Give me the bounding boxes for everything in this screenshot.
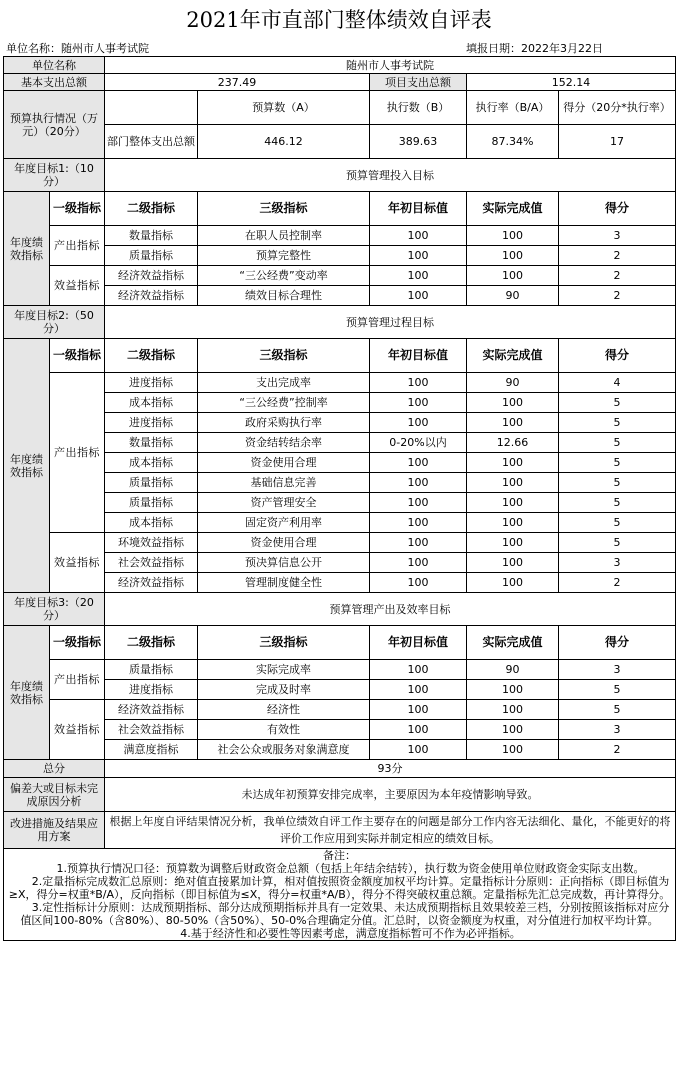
annual-performance-label: 年度绩效指标 bbox=[4, 339, 50, 593]
project-total-label: 项目支出总额 bbox=[370, 74, 467, 91]
level2-indicator: 质量指标 bbox=[105, 246, 198, 266]
unit-name-row bbox=[4, 57, 676, 74]
actual-value: 100 bbox=[467, 533, 559, 553]
indicator-row bbox=[4, 246, 676, 266]
actual-value: 100 bbox=[467, 573, 559, 593]
deviation-label: 偏差大或目标未完成原因分析 bbox=[4, 778, 105, 812]
score-value: 5 bbox=[559, 700, 676, 720]
header-score: 得分 bbox=[559, 626, 676, 660]
header-level3: 三级指标 bbox=[198, 192, 370, 226]
header-target: 年初目标值 bbox=[370, 626, 467, 660]
level1-indicator: 效益指标 bbox=[50, 700, 105, 760]
score-value: 2 bbox=[559, 740, 676, 760]
target-value: 100 bbox=[370, 286, 467, 306]
level3-indicator: 政府采购执行率 bbox=[198, 413, 370, 433]
level2-indicator: 质量指标 bbox=[105, 493, 198, 513]
level3-indicator: 固定资产利用率 bbox=[198, 513, 370, 533]
totals-row bbox=[4, 74, 676, 91]
indicator-row bbox=[4, 413, 676, 433]
score-value: 5 bbox=[559, 393, 676, 413]
indicator-row bbox=[4, 700, 676, 720]
header-level2: 二级指标 bbox=[105, 339, 198, 373]
budget-row-label: 部门整体支出总额 bbox=[105, 125, 198, 159]
level3-indicator: 完成及时率 bbox=[198, 680, 370, 700]
actual-value: 100 bbox=[467, 226, 559, 246]
level2-indicator: 成本指标 bbox=[105, 453, 198, 473]
indicator-row bbox=[4, 740, 676, 760]
level1-indicator: 产出指标 bbox=[50, 373, 105, 533]
basic-total-label: 基本支出总额 bbox=[4, 74, 105, 91]
level2-indicator: 进度指标 bbox=[105, 373, 198, 393]
goal-row bbox=[4, 159, 676, 192]
indicator-row bbox=[4, 513, 676, 533]
actual-value: 100 bbox=[467, 246, 559, 266]
level2-indicator: 进度指标 bbox=[105, 413, 198, 433]
goal-label: 年度目标3:（20分） bbox=[4, 593, 105, 626]
header-actual: 实际完成值 bbox=[467, 192, 559, 226]
actual-value: 100 bbox=[467, 453, 559, 473]
header-level1: 一级指标 bbox=[50, 626, 105, 660]
level3-indicator: 在职人员控制率 bbox=[198, 226, 370, 246]
header-target: 年初目标值 bbox=[370, 339, 467, 373]
goal-text: 预算管理产出及效率目标 bbox=[105, 593, 676, 626]
indicator-row bbox=[4, 660, 676, 680]
target-value: 100 bbox=[370, 700, 467, 720]
actual-value: 90 bbox=[467, 373, 559, 393]
header-actual: 实际完成值 bbox=[467, 339, 559, 373]
score-value: 3 bbox=[559, 660, 676, 680]
score-value: 5 bbox=[559, 433, 676, 453]
level3-indicator: 资产管理安全 bbox=[198, 493, 370, 513]
actual-value: 100 bbox=[467, 413, 559, 433]
goal-row bbox=[4, 306, 676, 339]
score-value: 2 bbox=[559, 286, 676, 306]
score-value: 5 bbox=[559, 473, 676, 493]
indicator-row bbox=[4, 493, 676, 513]
level2-indicator: 环境效益指标 bbox=[105, 533, 198, 553]
basic-total-value: 237.49 bbox=[105, 74, 370, 91]
target-value: 100 bbox=[370, 740, 467, 760]
header-actual: 实际完成值 bbox=[467, 626, 559, 660]
level3-indicator: 基础信息完善 bbox=[198, 473, 370, 493]
target-value: 100 bbox=[370, 680, 467, 700]
budget-header-row bbox=[4, 91, 676, 125]
budget-b: 389.63 bbox=[370, 125, 467, 159]
unit-name-label: 单位名称： bbox=[6, 42, 61, 55]
indicator-row bbox=[4, 453, 676, 473]
target-value: 100 bbox=[370, 246, 467, 266]
improvement-row bbox=[4, 812, 676, 849]
budget-a: 446.12 bbox=[198, 125, 370, 159]
actual-value: 90 bbox=[467, 660, 559, 680]
total-row bbox=[4, 760, 676, 778]
budget-col-rate: 执行率（B/A） bbox=[467, 91, 559, 125]
level2-indicator: 质量指标 bbox=[105, 660, 198, 680]
actual-value: 100 bbox=[467, 493, 559, 513]
annual-performance-label: 年度绩效指标 bbox=[4, 626, 50, 760]
indicator-row bbox=[4, 433, 676, 453]
total-value: 93分 bbox=[105, 760, 676, 778]
actual-value: 90 bbox=[467, 286, 559, 306]
page-title: 2021年市直部门整体绩效自评表 bbox=[186, 8, 492, 32]
score-value: 4 bbox=[559, 373, 676, 393]
score-value: 3 bbox=[559, 553, 676, 573]
level2-indicator: 社会效益指标 bbox=[105, 553, 198, 573]
score-value: 3 bbox=[559, 226, 676, 246]
target-value: 100 bbox=[370, 266, 467, 286]
score-value: 2 bbox=[559, 266, 676, 286]
actual-value: 100 bbox=[467, 393, 559, 413]
goal-row bbox=[4, 593, 676, 626]
note-item: 1.预算执行情况口径：预算数为调整后财政资金总额（包括上年结余结转），执行数为资金使用单位财政资金实际支出数。 bbox=[56, 862, 645, 875]
actual-value: 100 bbox=[467, 720, 559, 740]
budget-col-score: 得分（20分*执行率） bbox=[559, 91, 676, 125]
level2-indicator: 经济效益指标 bbox=[105, 286, 198, 306]
indicator-row bbox=[4, 373, 676, 393]
unit-name-cell-label: 单位名称 bbox=[4, 57, 105, 74]
budget-rate: 87.34% bbox=[467, 125, 559, 159]
score-value: 5 bbox=[559, 493, 676, 513]
level3-indicator: 资金使用合理 bbox=[198, 533, 370, 553]
header-score: 得分 bbox=[559, 339, 676, 373]
actual-value: 100 bbox=[467, 266, 559, 286]
indicator-row bbox=[4, 720, 676, 740]
target-value: 100 bbox=[370, 226, 467, 246]
target-value: 100 bbox=[370, 373, 467, 393]
budget-label: 预算执行情况（万元）（20分） bbox=[4, 91, 105, 159]
score-value: 2 bbox=[559, 573, 676, 593]
indicator-row bbox=[4, 553, 676, 573]
level2-indicator: 满意度指标 bbox=[105, 740, 198, 760]
level2-indicator: 数量指标 bbox=[105, 433, 198, 453]
improvement-label: 改进措施及结果应用方案 bbox=[4, 812, 105, 849]
note-item: 4.基于经济性和必要性等因素考虑，满意度指标暂可不作为必评指标。 bbox=[180, 927, 521, 940]
level1-indicator: 效益指标 bbox=[50, 533, 105, 593]
level2-indicator: 社会效益指标 bbox=[105, 720, 198, 740]
target-value: 100 bbox=[370, 533, 467, 553]
header-level3: 三级指标 bbox=[198, 339, 370, 373]
fill-date-line bbox=[466, 40, 603, 56]
level3-indicator: “三公经费”控制率 bbox=[198, 393, 370, 413]
target-value: 100 bbox=[370, 453, 467, 473]
target-value: 100 bbox=[370, 660, 467, 680]
budget-score: 17 bbox=[559, 125, 676, 159]
level1-indicator: 产出指标 bbox=[50, 660, 105, 700]
target-value: 100 bbox=[370, 720, 467, 740]
header-target: 年初目标值 bbox=[370, 192, 467, 226]
actual-value: 100 bbox=[467, 680, 559, 700]
score-value: 5 bbox=[559, 453, 676, 473]
budget-col-a: 预算数（A） bbox=[198, 91, 370, 125]
target-value: 100 bbox=[370, 513, 467, 533]
indicator-row bbox=[4, 226, 676, 246]
goal-label: 年度目标2:（50分） bbox=[4, 306, 105, 339]
level2-indicator: 数量指标 bbox=[105, 226, 198, 246]
level3-indicator: 有效性 bbox=[198, 720, 370, 740]
notes-label: 备注： bbox=[323, 849, 357, 862]
indicator-header-row bbox=[4, 339, 676, 373]
note-item: 3.定性指标计分原则：达成预期指标、部分达成预期指标并具有一定效果、未达成预期指标且效果较差三档，分别按照该指标对应分值区间100-80%（含80%）、80-50%（含50%）、50-0%合理确定分值。汇总时，以资金额度为权重，对分值进行加权平均计算。 bbox=[20, 901, 670, 927]
fill-date-value: 2022年3月22日 bbox=[521, 42, 603, 55]
note-item: 2.定量指标完成数汇总原则：绝对值直接累加计算，相对值按照资金额度加权平均计算。定量指标计分原则：正向指标（即目标值为≥X，得分=权重*B/A），反向指标（即目标值为≤X，得分=权重*A/B），得分不得突破权重总额。定量指标先汇总完成数，再计算得分。 bbox=[8, 875, 671, 901]
score-value: 5 bbox=[559, 513, 676, 533]
goal-label: 年度目标1:（10分） bbox=[4, 159, 105, 192]
unit-name-value: 随州市人事考试院 bbox=[61, 42, 149, 55]
indicator-row bbox=[4, 266, 676, 286]
indicator-row bbox=[4, 680, 676, 700]
total-label: 总分 bbox=[4, 760, 105, 778]
score-value: 5 bbox=[559, 413, 676, 433]
header-level2: 二级指标 bbox=[105, 192, 198, 226]
indicator-row bbox=[4, 533, 676, 553]
level3-indicator: 支出完成率 bbox=[198, 373, 370, 393]
level3-indicator: 资金结转结余率 bbox=[198, 433, 370, 453]
actual-value: 100 bbox=[467, 740, 559, 760]
actual-value: 100 bbox=[467, 513, 559, 533]
notes-cell bbox=[4, 849, 676, 941]
level3-indicator: 社会公众或服务对象满意度 bbox=[198, 740, 370, 760]
actual-value: 100 bbox=[467, 553, 559, 573]
level1-indicator: 效益指标 bbox=[50, 266, 105, 306]
target-value: 100 bbox=[370, 553, 467, 573]
goal-text: 预算管理投入目标 bbox=[105, 159, 676, 192]
level1-indicator: 产出指标 bbox=[50, 226, 105, 266]
level3-indicator: 绩效目标合理性 bbox=[198, 286, 370, 306]
level2-indicator: 成本指标 bbox=[105, 393, 198, 413]
level3-indicator: 实际完成率 bbox=[198, 660, 370, 680]
unit-name-line bbox=[6, 40, 149, 56]
budget-blank bbox=[105, 91, 198, 125]
score-value: 3 bbox=[559, 720, 676, 740]
header-score: 得分 bbox=[559, 192, 676, 226]
level3-indicator: 预决算信息公开 bbox=[198, 553, 370, 573]
indicator-row bbox=[4, 286, 676, 306]
level3-indicator: 预算完整性 bbox=[198, 246, 370, 266]
level2-indicator: 经济效益指标 bbox=[105, 266, 198, 286]
target-value: 100 bbox=[370, 493, 467, 513]
indicator-row bbox=[4, 573, 676, 593]
level2-indicator: 进度指标 bbox=[105, 680, 198, 700]
level3-indicator: 资金使用合理 bbox=[198, 453, 370, 473]
target-value: 0-20%以内 bbox=[370, 433, 467, 453]
level2-indicator: 经济效益指标 bbox=[105, 700, 198, 720]
unit-name-cell-value: 随州市人事考试院 bbox=[105, 57, 676, 74]
evaluation-table bbox=[3, 56, 676, 941]
notes-row bbox=[4, 849, 676, 941]
level2-indicator: 经济效益指标 bbox=[105, 573, 198, 593]
level3-indicator: “三公经费”变动率 bbox=[198, 266, 370, 286]
indicator-header-row bbox=[4, 192, 676, 226]
target-value: 100 bbox=[370, 473, 467, 493]
level3-indicator: 经济性 bbox=[198, 700, 370, 720]
target-value: 100 bbox=[370, 413, 467, 433]
target-value: 100 bbox=[370, 573, 467, 593]
level2-indicator: 成本指标 bbox=[105, 513, 198, 533]
header-level1: 一级指标 bbox=[50, 192, 105, 226]
deviation-row bbox=[4, 778, 676, 812]
project-total-value: 152.14 bbox=[467, 74, 676, 91]
indicator-row bbox=[4, 473, 676, 493]
annual-performance-label: 年度绩效指标 bbox=[4, 192, 50, 306]
indicator-row bbox=[4, 393, 676, 413]
indicator-header-row bbox=[4, 626, 676, 660]
header-level2: 二级指标 bbox=[105, 626, 198, 660]
score-value: 2 bbox=[559, 246, 676, 266]
level3-indicator: 管理制度健全性 bbox=[198, 573, 370, 593]
header-level1: 一级指标 bbox=[50, 339, 105, 373]
level2-indicator: 质量指标 bbox=[105, 473, 198, 493]
actual-value: 12.66 bbox=[467, 433, 559, 453]
improvement-text: 根据上年度自评结果情况分析，我单位绩效自评工作主要存在的问题是部分工作内容无法细化、量化，不能更好的将评价工作应用到实际并制定相应的绩效目标。 bbox=[105, 812, 676, 849]
target-value: 100 bbox=[370, 393, 467, 413]
deviation-text: 未达成年初预算安排完成率，主要原因为本年疫情影响导致。 bbox=[105, 778, 676, 812]
actual-value: 100 bbox=[467, 700, 559, 720]
score-value: 5 bbox=[559, 533, 676, 553]
fill-date-label: 填报日期： bbox=[466, 42, 521, 55]
actual-value: 100 bbox=[467, 473, 559, 493]
score-value: 5 bbox=[559, 680, 676, 700]
budget-col-b: 执行数（B） bbox=[370, 91, 467, 125]
goal-text: 预算管理过程目标 bbox=[105, 306, 676, 339]
budget-value-row bbox=[4, 125, 676, 159]
header-level3: 三级指标 bbox=[198, 626, 370, 660]
